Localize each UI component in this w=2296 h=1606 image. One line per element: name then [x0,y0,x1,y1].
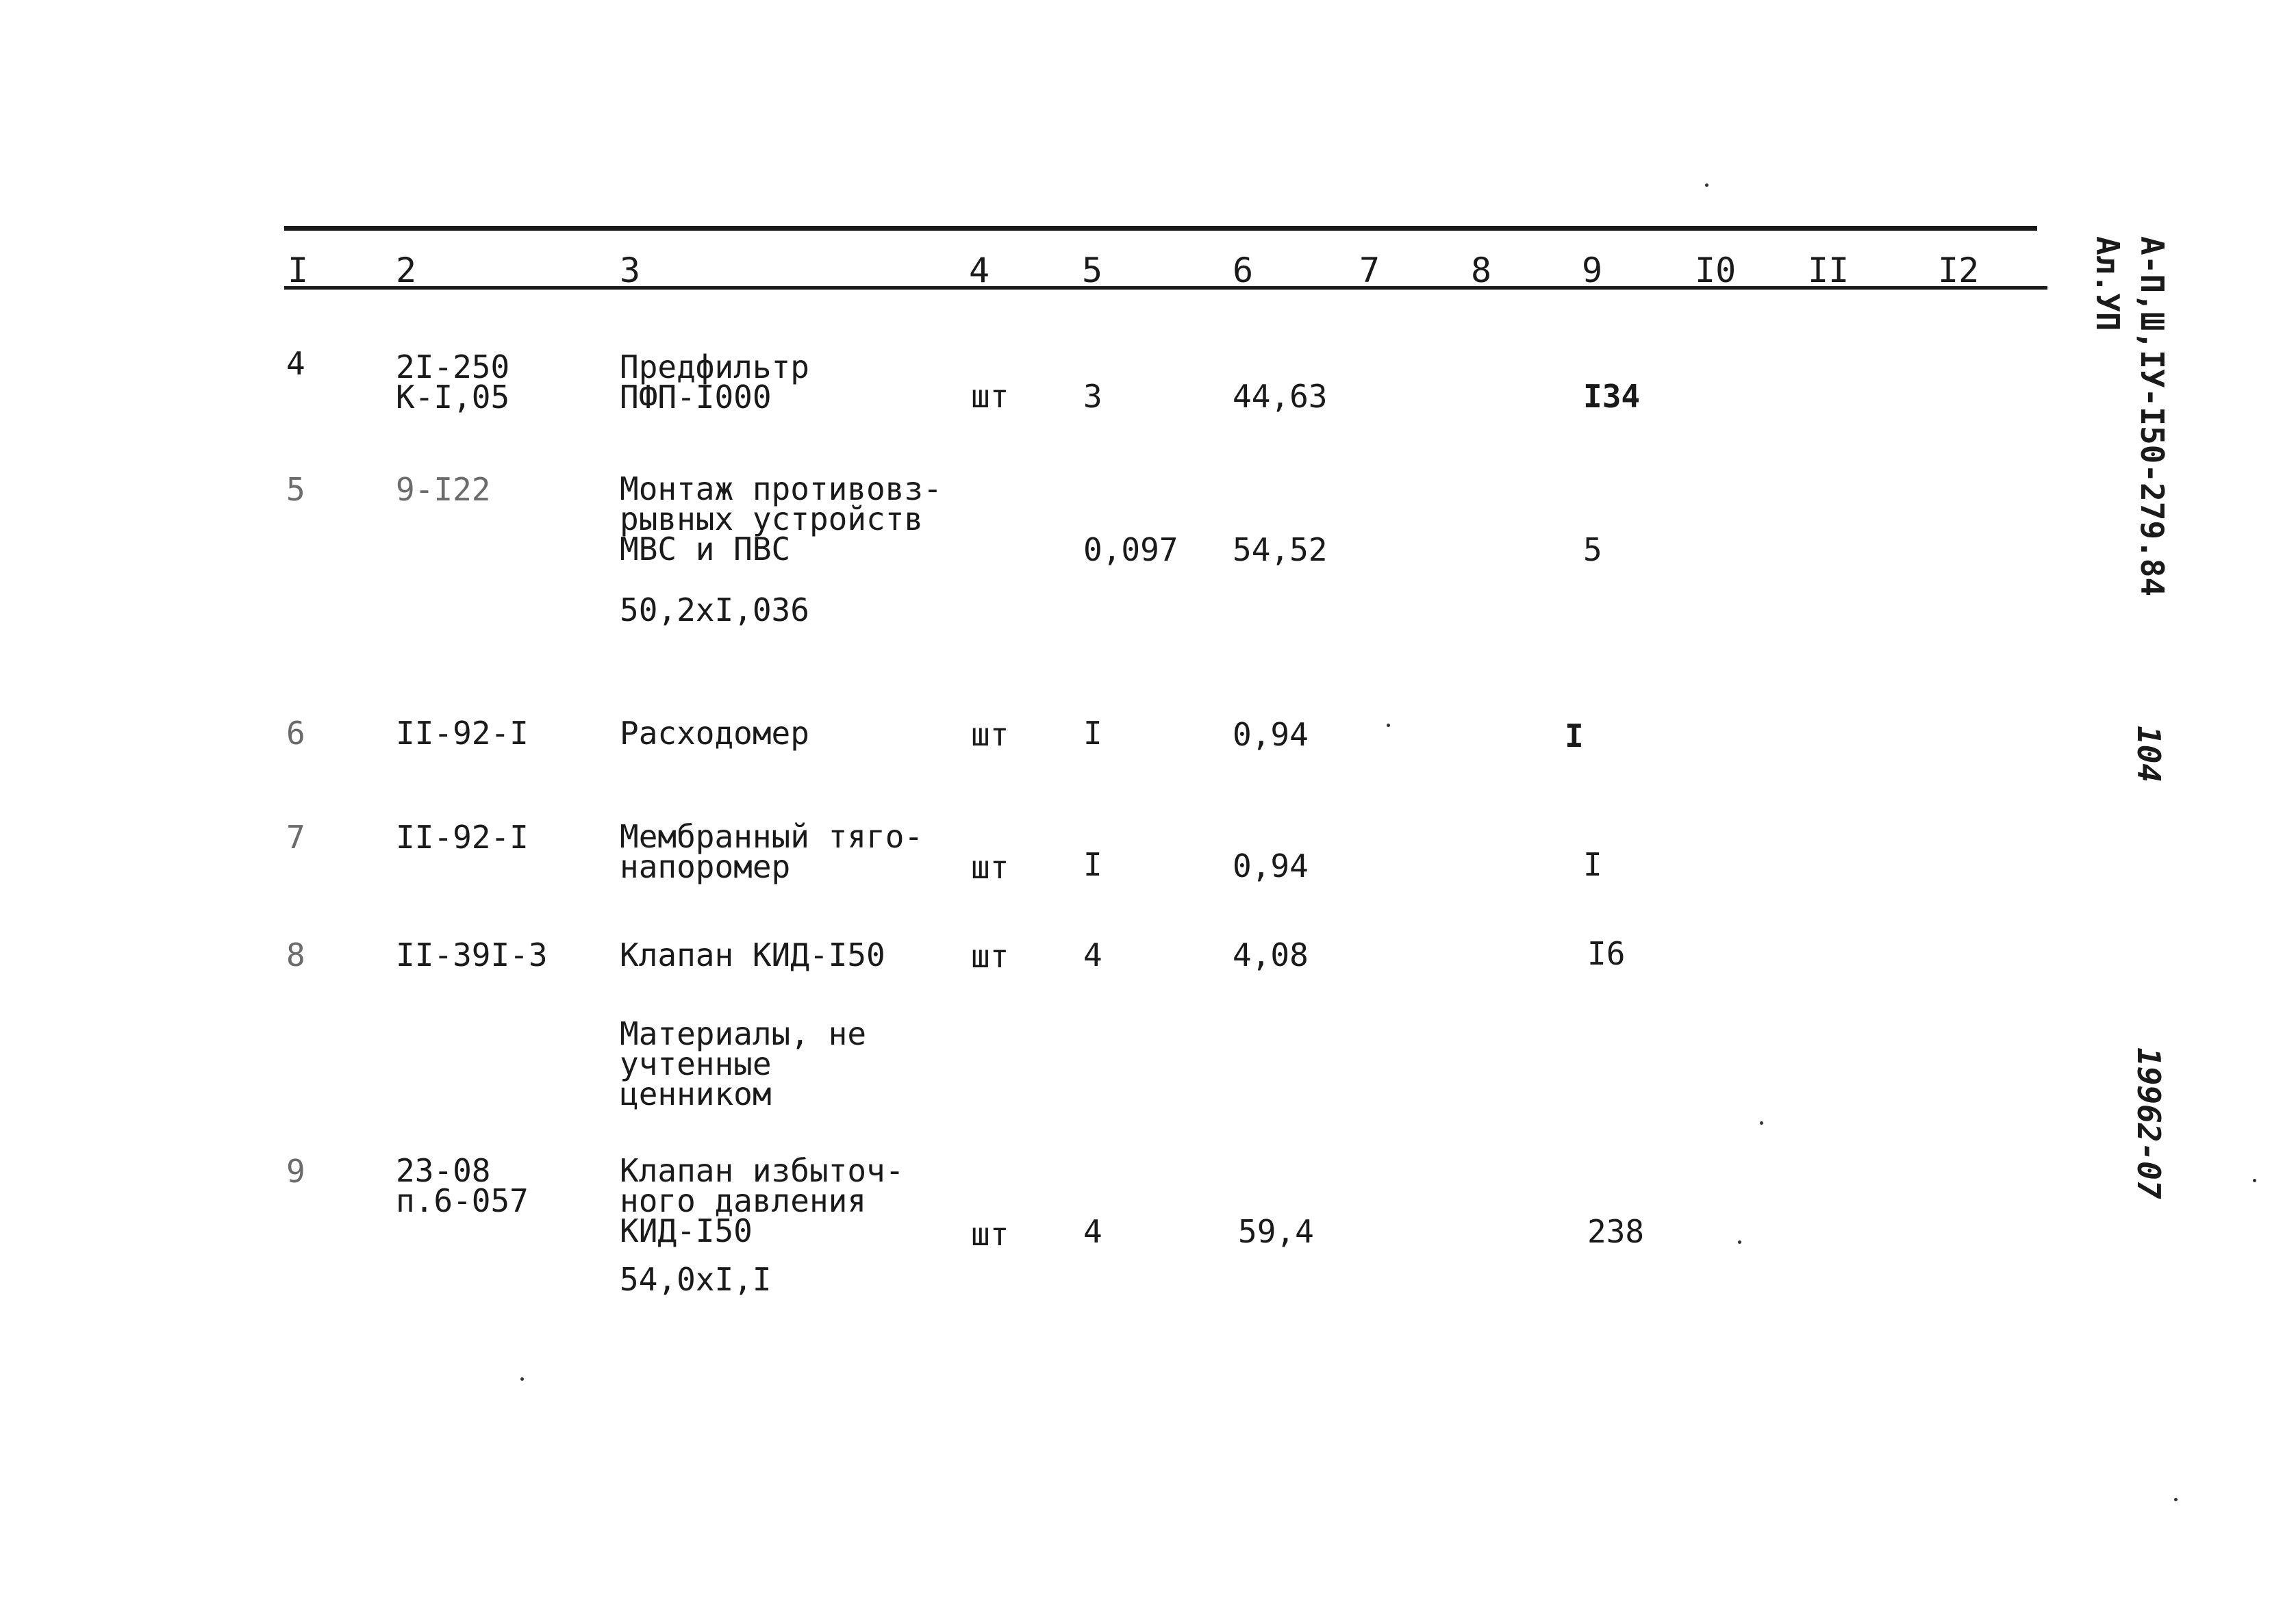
scan-speck [2174,1498,2178,1501]
column-header-9: 9 [1582,251,1603,290]
row-8-unit: шт [971,938,1009,975]
scan-speck [1705,183,1708,187]
row-4-total: I34 [1583,378,1641,415]
row-5-note: 50,2хI,036 [620,591,809,628]
column-header-2: 2 [396,251,417,290]
row-4-code: 2I-250 К-I,05 [396,348,510,416]
archive-number: 19962-07 [2130,1047,2167,1199]
row-9-code: 23-08 п.6-057 [396,1152,529,1219]
row-4-price: 44,63 [1233,378,1328,415]
header-underline [284,286,2047,290]
column-header-11: II [1808,251,1850,290]
row-9-unit: шт [971,1216,1009,1253]
row-4-name: Предфильтр ПФП-I000 [620,348,809,416]
row-6-quantity: I [1083,715,1102,752]
row-6-price: 0,94 [1233,716,1309,753]
row-9-name: Клапан избыточ- ного давления КИД-I50 [620,1152,905,1249]
row-7-total: I [1583,846,1602,883]
row-6-name: Расходомер [620,715,809,752]
scan-speck [1738,1240,1741,1244]
row-6-code: II-92-I [396,715,529,752]
column-header-10: I0 [1695,251,1737,290]
row-4-quantity: 3 [1083,378,1102,415]
row-7-number: 7 [286,819,305,856]
row-8-code: II-39I-3 [396,936,548,973]
row-9-note: 54,0хI,I [620,1261,772,1298]
column-header-12: I2 [1938,251,1980,290]
row-8-price: 4,08 [1233,936,1309,973]
row-6-unit: шт [971,716,1009,753]
row-4-number: 4 [286,345,305,382]
row-5-number: 5 [286,471,305,508]
row-7-unit: шт [971,849,1009,886]
document-code-line-1: А-П,Ш,IУ-I50-279.84 [2134,236,2171,597]
row-7-code: II-92-I [396,819,529,856]
top-rule [284,226,2037,231]
row-8-quantity: 4 [1083,936,1102,973]
column-header-6: 6 [1233,251,1254,290]
column-header-3: 3 [620,251,641,290]
row-5-name: Монтаж противовз- рывных устройств МВС и ПВС [620,470,942,568]
row-9-price: 59,4 [1238,1213,1314,1250]
row-5-price: 54,52 [1233,531,1328,568]
row-8-total: I6 [1587,935,1626,972]
row-8-name: Клапан КИД-I50 [620,936,885,973]
row-7-price: 0,94 [1233,847,1309,884]
column-header-5: 5 [1082,251,1103,290]
row-9-quantity: 4 [1083,1213,1102,1250]
column-header-4: 4 [969,251,990,290]
column-header-8: 8 [1471,251,1492,290]
row-4-unit: шт [971,378,1009,415]
row-5-code: 9-I22 [396,471,491,508]
row-9-number: 9 [286,1153,305,1190]
column-header-1: I [288,251,309,290]
column-header-7: 7 [1359,251,1380,290]
row-9-total: 238 [1587,1213,1645,1250]
document-code-line-2: Ал.УП [2089,236,2126,331]
section-heading-materials: Материалы, не учтенные ценником [620,1015,867,1112]
scan-speck [2253,1179,2256,1182]
row-6-total: I [1565,717,1584,754]
scan-speck [1387,724,1390,727]
scan-speck [1760,1121,1763,1125]
row-5-quantity: 0,097 [1083,531,1178,568]
page-number: 104 [2130,726,2167,783]
row-7-name: Мембранный тяго- напоромер [620,818,924,885]
row-6-number: 6 [286,715,305,752]
scan-speck [520,1377,524,1381]
row-7-quantity: I [1083,846,1102,883]
row-5-total: 5 [1583,531,1602,568]
row-8-number: 8 [286,936,305,973]
